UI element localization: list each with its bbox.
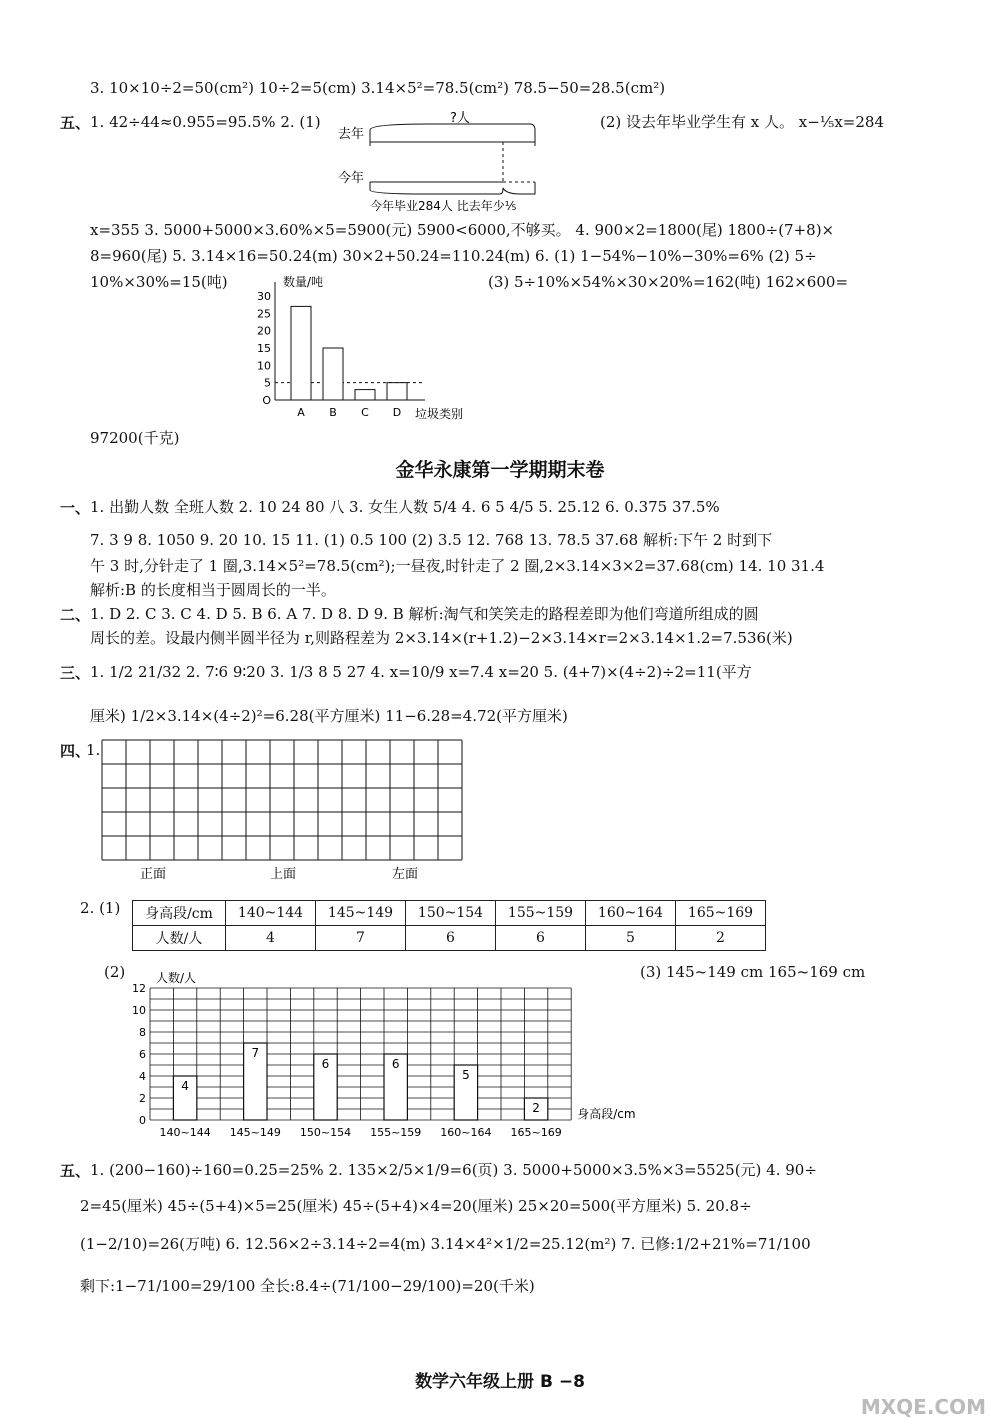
answer-line: 厘米) 1/2×3.14×(4÷2)²=6.28(平方厘米) 11−6.28=4.72(平方厘米) bbox=[90, 707, 568, 725]
data-label: 7 bbox=[251, 1046, 260, 1060]
x-tick-label: A bbox=[297, 406, 305, 419]
x-tick-label: 165~169 bbox=[510, 1126, 562, 1139]
answer-line: (3) 5÷10%×54%×30×20%=162(吨) 162×600= bbox=[488, 273, 849, 291]
table-row bbox=[133, 901, 766, 926]
y-tick-label: O bbox=[262, 394, 271, 407]
x-axis-label: 垃圾类别 bbox=[415, 407, 464, 421]
answer-line: 周长的差。设最内侧半圆半径为 r,则路程差为 2×3.14×(r+1.2)−2×3.14×r=2×3.14×1.2=7.536(米) bbox=[90, 629, 793, 647]
page-title: 金华永康第一学期期末卷 bbox=[395, 459, 605, 481]
section-label: 五、 bbox=[60, 1162, 91, 1180]
x-tick-label: 160~164 bbox=[440, 1126, 492, 1139]
answer-line: 2=45(厘米) 45÷(5+4)×5=25(厘米) 45÷(5+4)×4=20(厘米) 25×20=500(平方厘米) 5. 20.8÷ bbox=[80, 1197, 752, 1215]
y-tick-label: 10 bbox=[257, 359, 271, 373]
table-cell: 2 bbox=[676, 926, 766, 951]
y-tick-label: 0 bbox=[139, 1114, 146, 1127]
y-axis-label: 人数/人 bbox=[156, 971, 197, 985]
table-cell: 7 bbox=[316, 926, 406, 951]
x-tick-label: D bbox=[392, 406, 402, 419]
answer-line: 1. 1/2 21/32 2. 7∶6 9∶20 3. 1/3 8 5 27 4. x=10/9 x=7.4 x=20 5. (4+7)×(4÷2)÷2=11(平方 bbox=[90, 663, 752, 681]
y-tick-label: 15 bbox=[257, 342, 271, 355]
y-tick-label: 12 bbox=[132, 982, 146, 995]
data-label: 5 bbox=[462, 1068, 470, 1082]
garbage-bar-chart bbox=[245, 272, 485, 422]
answer-line: 解析:B 的长度相当于圆周长的一半。 bbox=[90, 581, 336, 599]
question-number: 1. bbox=[86, 741, 101, 759]
table-head-cell: 身高段/cm bbox=[133, 901, 226, 926]
view-label: 正面 bbox=[140, 867, 167, 882]
bar bbox=[387, 383, 407, 400]
x-tick-label: 145~149 bbox=[229, 1126, 281, 1139]
data-label: 4 bbox=[181, 1079, 189, 1093]
diagram-note: 今年毕业284人 比去年少⅕ bbox=[370, 199, 517, 213]
x-tick-label: 155~159 bbox=[370, 1126, 422, 1139]
answer-line: 1. 出勤人数 全班人数 2. 10 24 80 八 3. 女生人数 5/4 4. 6 5 4/5 5. 25.12 6. 0.375 37.5% bbox=[90, 498, 720, 516]
x-axis-label: 身高段/cm bbox=[577, 1107, 636, 1121]
table-cell: 4 bbox=[226, 926, 316, 951]
y-tick-label: 10 bbox=[132, 1004, 146, 1017]
question-number: 2. (1) bbox=[80, 899, 121, 917]
answer-line: (2) 设去年毕业学生有 x 人。 x−⅕x=284 bbox=[600, 113, 885, 131]
line-segment-diagram bbox=[330, 110, 570, 220]
y-tick-label: 5 bbox=[264, 376, 271, 390]
section-label: 四、 bbox=[60, 742, 91, 760]
table-cell: 165~169 bbox=[676, 901, 766, 926]
height-table bbox=[132, 900, 766, 951]
x-tick-label: C bbox=[361, 406, 369, 419]
answer-line: 97200(千克) bbox=[90, 429, 180, 447]
table-row bbox=[133, 926, 766, 951]
view-label: 左面 bbox=[392, 867, 419, 882]
y-tick-label: 20 bbox=[257, 324, 271, 338]
y-tick-label: 8 bbox=[139, 1026, 146, 1039]
table-cell: 160~164 bbox=[586, 901, 676, 926]
diagram-label-unknown: ?人 bbox=[450, 111, 470, 126]
answer-line: 8=960(尾) 5. 3.14×16=50.24(m) 30×2+50.24=110.24(m) 6. (1) 1−54%−10%−30%=6% (2) 5÷ bbox=[90, 247, 817, 265]
answer-line: 剩下:1−71/100=29/100 全长:8.4÷(71/100−29/100)=20(千米) bbox=[80, 1277, 535, 1295]
answer-line: 7. 3 9 8. 1050 9. 20 10. 15 11. (1) 0.5 100 (2) 3.5 12. 768 13. 78.5 37.68 解析:下午 2 时到下 bbox=[90, 531, 773, 549]
answer-line: 1. (200−160)÷160=0.25=25% 2. 135×2/5×1/9=6(页) 3. 5000+5000×3.5%×3=5525(元) 4. 90÷ bbox=[90, 1161, 817, 1179]
table-cell: 145~149 bbox=[316, 901, 406, 926]
answer-line: 1. D 2. C 3. C 4. D 5. B 6. A 7. D 8. D 9. B 解析:淘气和笑笑走的路程差即为他们弯道所组成的圆 bbox=[90, 605, 759, 623]
y-tick-label: 2 bbox=[139, 1092, 146, 1105]
table-cell: 5 bbox=[586, 926, 676, 951]
table-cell: 150~154 bbox=[406, 901, 496, 926]
page-footer: 数学六年级上册 B −8 bbox=[415, 1372, 585, 1392]
table-cell: 140~144 bbox=[226, 901, 316, 926]
table-head-cell: 人数/人 bbox=[133, 926, 226, 951]
answer-line: x=355 3. 5000+5000×3.60%×5=5900(元) 5900<6000,不够买。 4. 900×2=1800(尾) 1800÷(7+8)× bbox=[90, 221, 835, 239]
section-label: 三、 bbox=[60, 664, 91, 682]
answer-line: 午 3 时,分针走了 1 圈,3.14×5²=78.5(cm²);一昼夜,时针走了 2 圈,2×3.14×3×2=37.68(cm) 14. 10 31.4 bbox=[90, 557, 825, 575]
answer-line: 10%×30%=15(吨) bbox=[90, 273, 228, 291]
x-tick-label: B bbox=[329, 406, 337, 419]
answer-line: (1−2/10)=26(万吨) 6. 12.56×2÷3.14÷2=4(m) 3.14×4²×1/2=25.12(m²) 7. 已修:1/2+21%=71/100 bbox=[80, 1235, 811, 1253]
view-grid bbox=[100, 738, 470, 888]
answer-line: 1. 42÷44≈0.955=95.5% 2. (1) bbox=[90, 113, 321, 131]
bar bbox=[355, 390, 375, 400]
answer-line: (3) 145~149 cm 165~169 cm bbox=[640, 963, 866, 981]
height-bar-chart bbox=[120, 960, 640, 1150]
question-number: (2) bbox=[104, 963, 126, 981]
data-label: 6 bbox=[391, 1057, 400, 1071]
table-cell: 155~159 bbox=[496, 901, 586, 926]
view-label: 上面 bbox=[270, 867, 297, 882]
watermark: MXQE.COM bbox=[860, 1395, 986, 1419]
table-cell: 6 bbox=[496, 926, 586, 951]
table-cell: 6 bbox=[406, 926, 496, 951]
diagram-label-last-year: 去年 bbox=[338, 127, 365, 142]
y-tick-label: 4 bbox=[139, 1070, 146, 1083]
section-label: 二、 bbox=[60, 606, 91, 624]
x-tick-label: 150~154 bbox=[299, 1126, 352, 1139]
answer-line: 3. 10×10÷2=50(cm²) 10÷2=5(cm) 3.14×5²=78.5(cm²) 78.5−50=28.5(cm²) bbox=[90, 79, 666, 97]
data-label: 2 bbox=[532, 1101, 540, 1115]
data-label: 6 bbox=[321, 1057, 330, 1071]
bar bbox=[291, 306, 311, 400]
diagram-label-this-year: 今年 bbox=[338, 171, 365, 186]
section-label: 五、 bbox=[60, 114, 91, 132]
bar bbox=[323, 348, 343, 400]
y-tick-label: 30 bbox=[257, 290, 271, 303]
y-axis-label: 数量/吨 bbox=[283, 275, 324, 289]
y-tick-label: 6 bbox=[139, 1048, 146, 1061]
y-tick-label: 25 bbox=[257, 307, 271, 321]
x-tick-label: 140~144 bbox=[159, 1126, 211, 1139]
section-label: 一、 bbox=[60, 499, 91, 517]
